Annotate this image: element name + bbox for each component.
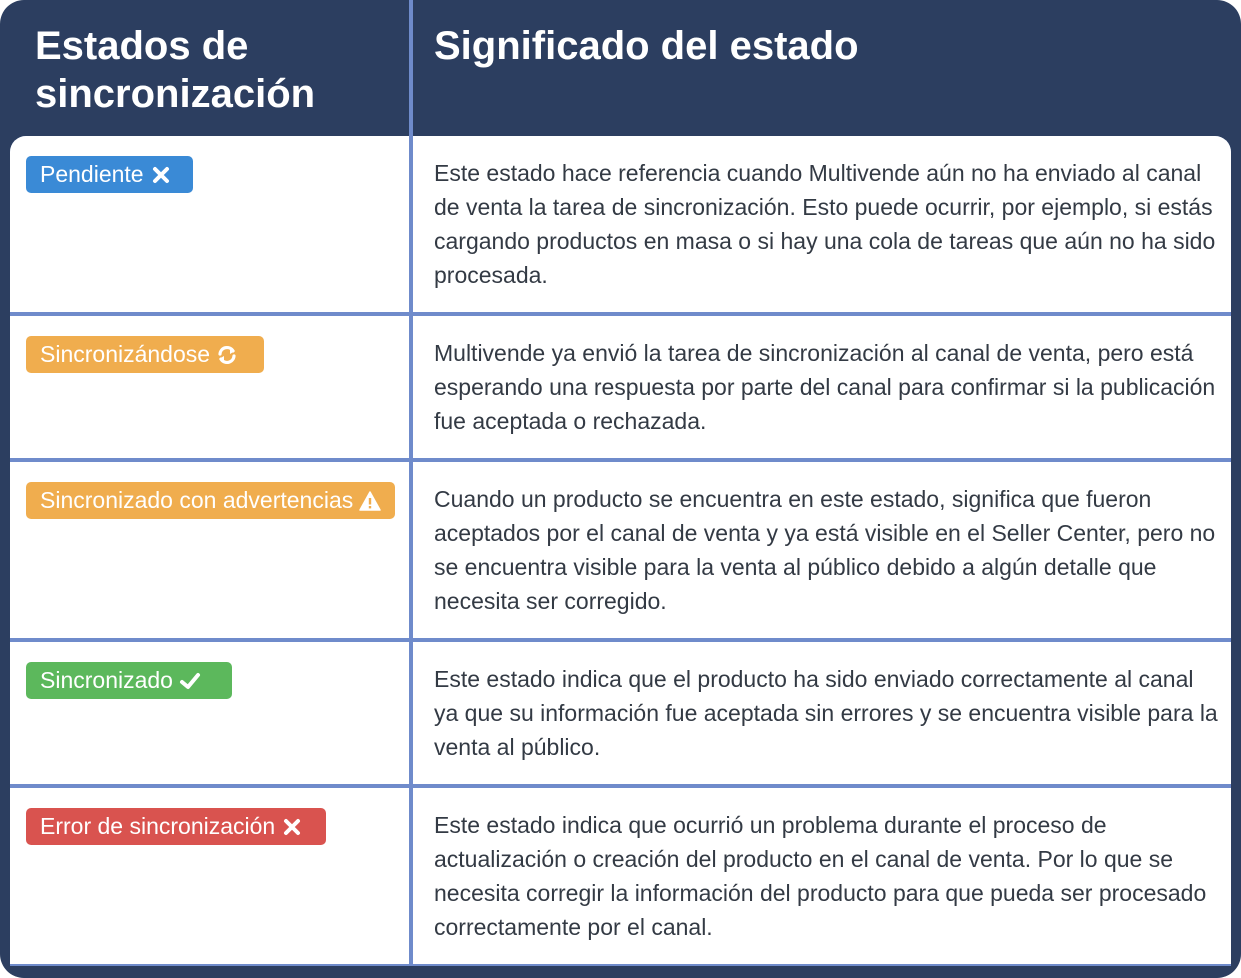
status-badge-sincronizandose (26, 336, 264, 373)
status-column-header: Estados de sincronización (35, 24, 316, 116)
status-description: Este estado hace referencia cuando Multivende aún no ha enviado al canal de venta la tarea de sincronización. Esto puede ocurrir, por ejemplo, si estás cargando productos en masa o si hay una cola de tareas que aún no ha sido procesada. (434, 160, 1216, 288)
status-description: Cuando un producto se encuentra en este estado, significa que fueron aceptados por el canal de venta y ya está visible en el Seller Center, pero no se encuentra visible para la venta al público debido a algún detalle que necesita ser corregido. (434, 486, 1216, 614)
times-icon (281, 816, 303, 838)
table-row-status-cell (10, 136, 409, 312)
status-badge-pendiente (26, 156, 193, 193)
status-badge-error-de-sincronizacion (26, 808, 326, 845)
table-row-description-cell (413, 136, 1231, 312)
status-badge-label: Sincronizándose (40, 341, 211, 367)
meaning-column-header: Significado del estado (434, 24, 859, 68)
table-row-status-cell (10, 462, 409, 638)
warning-icon (359, 490, 381, 512)
status-description: Multivende ya envió la tarea de sincronización al canal de venta, pero está esperando una respuesta por parte del canal para confirmar si la publicación fue aceptada o rechazada. (434, 340, 1216, 434)
sync-icon (216, 344, 238, 366)
table-row-description-cell (413, 642, 1231, 784)
status-badge-label: Pendiente (40, 161, 144, 187)
table-row-description-cell (413, 462, 1231, 638)
status-badge-label: Sincronizado con advertencias (40, 487, 354, 513)
table-body (10, 136, 1231, 966)
status-badge-label: Sincronizado (40, 667, 173, 693)
table-row-status-cell (10, 788, 409, 964)
status-badge-sincronizado-con-advertencias (26, 482, 395, 519)
status-badge-sincronizado (26, 662, 232, 699)
status-description: Este estado indica que el producto ha sido enviado correctamente al canal ya que su información fue aceptada sin errores y se encuentra visible para la venta al público. (434, 666, 1218, 760)
check-icon (179, 670, 201, 692)
table-row-status-cell (10, 316, 409, 458)
table-row-status-cell (10, 642, 409, 784)
table-header (0, 0, 1241, 136)
table-row-description-cell (413, 316, 1231, 458)
status-badge-label: Error de sincronización (40, 813, 276, 839)
header-divider (409, 0, 413, 136)
times-icon (150, 164, 172, 186)
status-description: Este estado indica que ocurrió un problema durante el proceso de actualización o creación del producto en el canal de venta. Por lo que se necesita corregir la información del producto para que pueda ser procesado correctamente por el canal. (434, 812, 1207, 940)
table-row-description-cell (413, 788, 1231, 964)
